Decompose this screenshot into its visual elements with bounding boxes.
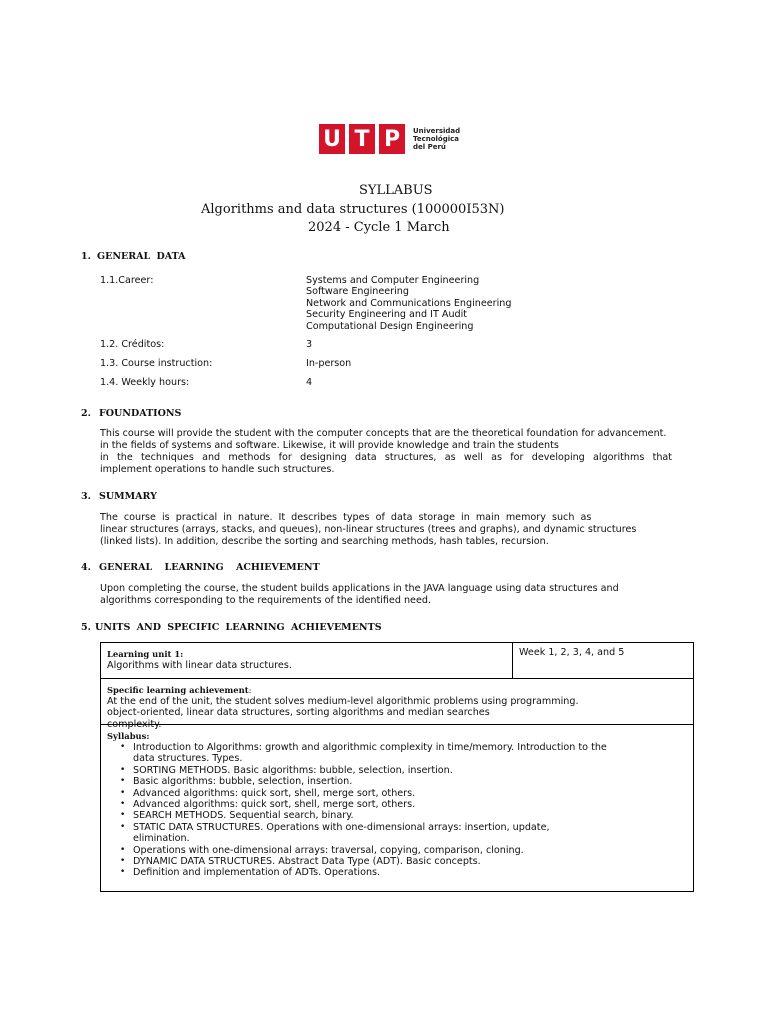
list-item: • Basic algorithms: bubble, selection, insertion. — [133, 776, 687, 787]
document-title: SYLLABUS — [359, 183, 433, 198]
list-item: • SORTING METHODS. Basic algorithms: bubble, selection, insertion. — [133, 765, 687, 776]
learning-unit-table — [100, 642, 694, 892]
syllabus-row — [101, 724, 693, 891]
summary-paragraph: The course is practical in nature. It describes types of data storage in main memory such as linear structures (arrays, stacks, and queues), non-linear structures (trees and graphs), and dynamic structures (linked lists). In addition, describe the sorting and searching methods, hash tables, recursion. — [100, 512, 637, 547]
unit-label: Learning unit 1: — [107, 649, 184, 659]
unit-title-cell — [101, 643, 513, 678]
unit-name: Algorithms with linear data structures. — [107, 660, 292, 671]
logo-letter-p: P — [379, 124, 405, 154]
weeks-cell: Week 1, 2, 3, 4, and 5 — [519, 647, 625, 658]
cycle-title: 2024 - Cycle 1 March — [308, 220, 450, 235]
unit-header-row — [101, 643, 693, 678]
section-heading-foundations: 2. FOUNDATIONS — [81, 408, 182, 419]
logo-letter-u: U — [319, 124, 345, 154]
list-item: • SEARCH METHODS. Sequential search, binary. — [133, 810, 687, 821]
career-list: Systems and Computer Engineering Software Engineering Network and Communications Engineering Security Engineering and IT Audit Computational Design Engineering — [306, 275, 512, 332]
utp-logo — [319, 124, 460, 154]
syllabus-label: Syllabus: — [107, 731, 150, 741]
career-label: 1.1.Career: — [100, 275, 154, 286]
specific-achievement-row — [101, 678, 693, 730]
list-item: • STATIC DATA STRUCTURES. Operations with one-dimensional arrays: insertion, update, elimination. — [133, 822, 687, 845]
list-item: • Definition and implementation of ADTs. Operations. — [133, 867, 687, 878]
foundations-paragraph: This course will provide the student with the computer concepts that are the theoretical foundation for advancement. in the fields of systems and software. Likewise, it will provide knowledge and train the students in the techniques and methods for designing data structures, as well as for developing algorithms that implement operations to handle such structures. — [100, 428, 673, 475]
syllabus-list — [107, 742, 687, 879]
specific-achievement-text: At the end of the unit, the student solves medium-level algorithmic problems using programming. object-oriented, linear data structures, sorting algorithms and median searches complexity. — [107, 696, 579, 730]
list-item: • Advanced algorithms: quick sort, shell, merge sort, others. — [133, 788, 687, 799]
section-heading-units: 5. UNITS AND SPECIFIC LEARNING ACHIEVEMENTS — [81, 622, 382, 633]
section-heading-general-data: 1. GENERAL DATA — [81, 251, 186, 262]
logo-university-name: Universidad Tecnológica del Perú — [413, 127, 461, 151]
list-item: • DYNAMIC DATA STRUCTURES. Abstract Data Type (ADT). Basic concepts. — [133, 856, 687, 867]
achievement-paragraph: Upon completing the course, the student builds applications in the JAVA language using data structures and algorithms corresponding to the requirements of the identified need. — [100, 583, 619, 606]
list-item: • Operations with one-dimensional arrays: traversal, copying, comparison, cloning. — [133, 845, 687, 856]
section-heading-summary: 3. SUMMARY — [81, 491, 157, 502]
list-item: • Introduction to Algorithms: growth and algorithmic complexity in time/memory. Introduction to the data structures. Types. — [133, 742, 687, 765]
course-title: Algorithms and data structures (100000I53N) — [201, 202, 505, 217]
section-heading-achievement: 4. GENERAL LEARNING ACHIEVEMENT — [81, 562, 320, 573]
logo-letter-t: T — [349, 124, 375, 154]
specific-achievement-label: Specific learning achievement: — [107, 685, 252, 695]
list-item: • Advanced algorithms: quick sort, shell, merge sort, others. — [133, 799, 687, 810]
